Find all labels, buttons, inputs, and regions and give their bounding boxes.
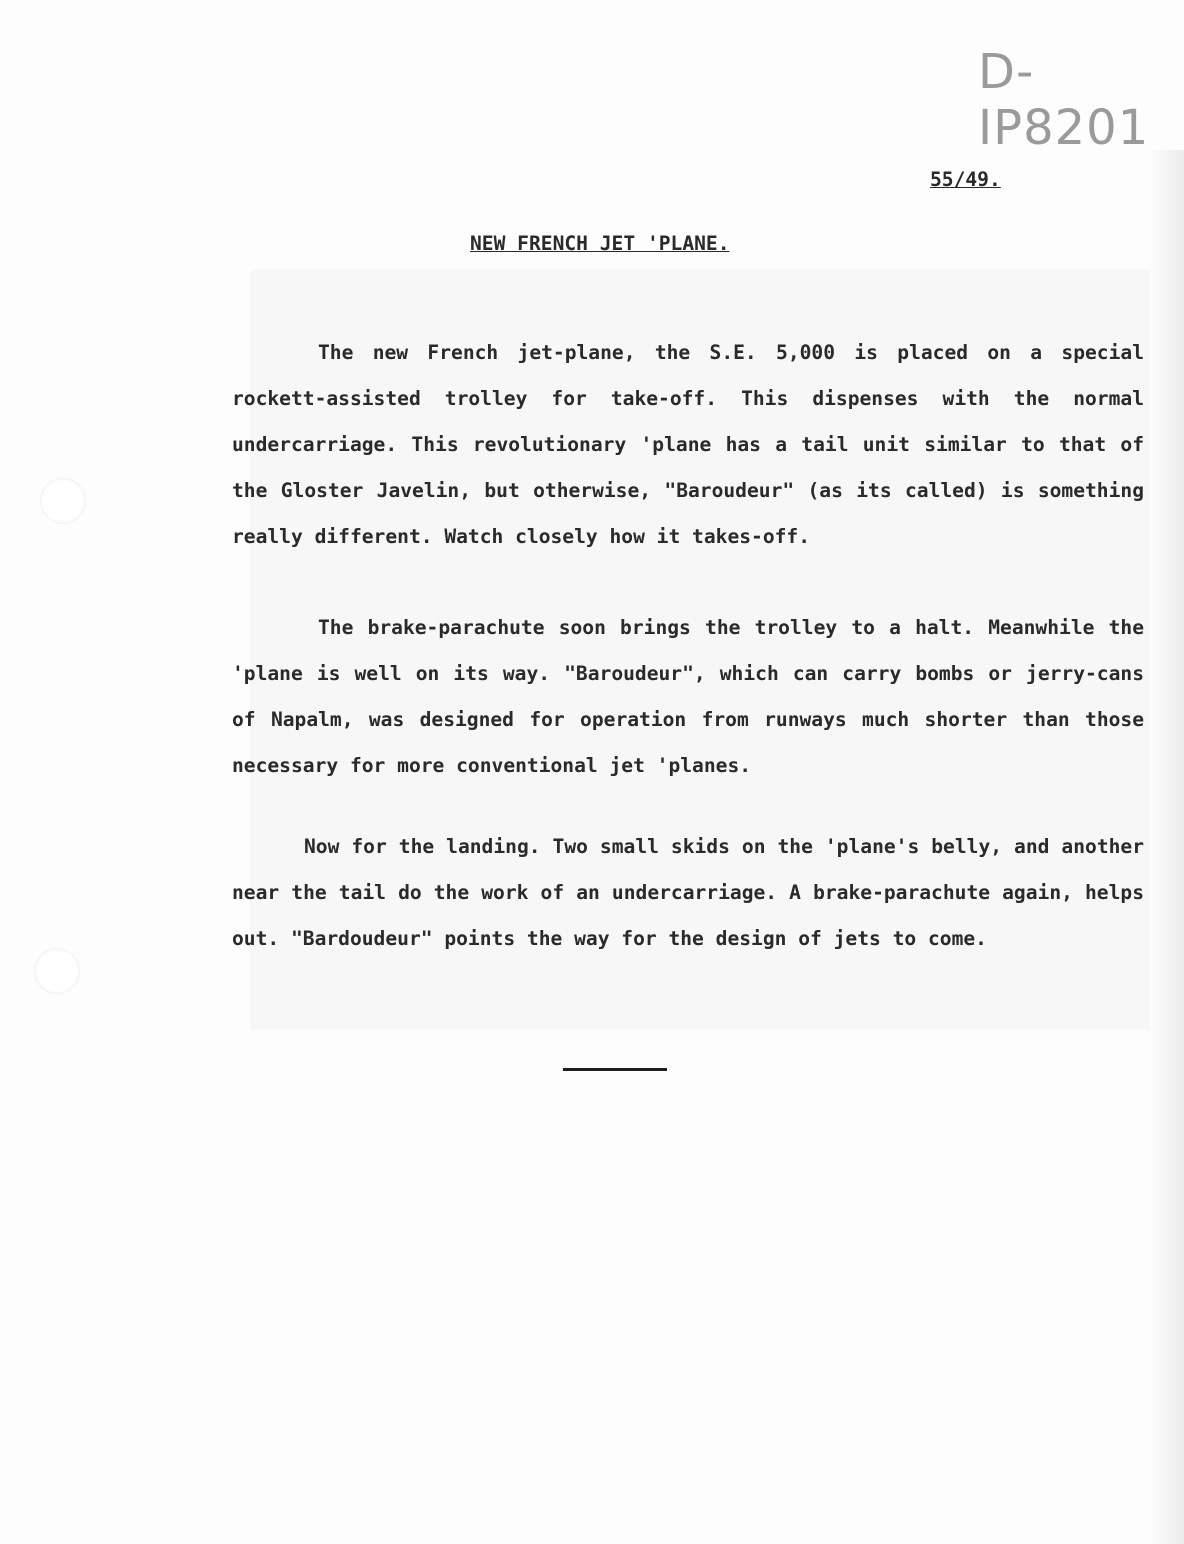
end-divider <box>563 1068 667 1071</box>
scan-edge-shadow <box>1150 150 1184 1544</box>
handwritten-reference: D-IP8201 <box>978 44 1150 156</box>
paragraph: Now for the landing. Two small skids on the 'plane's belly, and another near the tail do the work of an undercarriage. A brake-parachute again, helps out. "Bardoudeur" points the way for the design of jets to come. <box>232 835 1144 950</box>
document-number: 55/49. <box>930 168 1001 191</box>
document-title: NEW FRENCH JET 'PLANE. <box>470 232 730 255</box>
punch-hole <box>40 478 86 524</box>
paragraph: The brake-parachute soon brings the trolley to a halt. Meanwhile the 'plane is well on its way. "Baroudeur", which can carry bombs or jerry-cans of Napalm, was designed for operation from runways much shorter than those necessary for more conventional jet 'planes. <box>232 616 1144 777</box>
punch-hole <box>34 948 80 994</box>
paragraph: The new French jet-plane, the S.E. 5,000 is placed on a special rockett-assisted trolley for take-off. This dispenses with the normal undercarriage. This revolutionary 'plane has a tail unit similar to that of the Gloster Javelin, but otherwise, "Baroudeur" (as its called) is something really different. Watch closely how it takes-off. <box>232 341 1144 548</box>
